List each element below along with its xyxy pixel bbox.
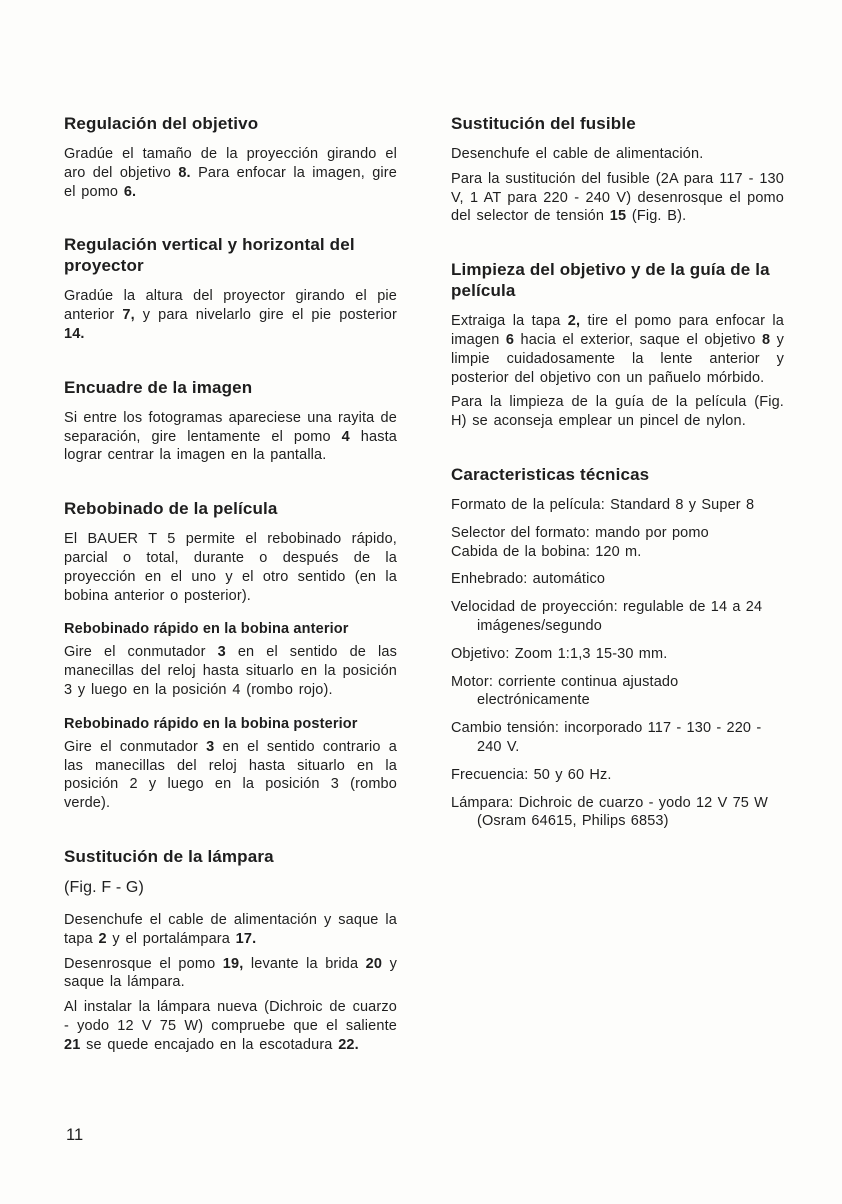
paragraph: Desenchufe el cable de alimentación. (451, 146, 704, 162)
section-heading: Limpieza del objetivo y de la guía de la película (451, 260, 770, 301)
left-column (64, 113, 397, 1055)
paragraph: Para la sustitución del fusible (2A para 117 - 130 V, 1 AT para 220 - 240 V) desenrosque el pomo del selector de tensión 15 (Fig. B). (451, 170, 784, 225)
section-heading: Rebobinado de la película (64, 499, 278, 519)
spec-item: Formato de la película: Standard 8 y Super 8 (451, 496, 755, 513)
section-heading: Regulación vertical y horizontal del proyector (64, 235, 355, 276)
spec-item: Lámpara: Dichroic de cuarzo - yodo 12 V 75 W (Osram 64615, Philips 6853) (451, 794, 769, 830)
paragraph: Gradúe el tamaño de la proyección girando el aro del objetivo 8. Para enfocar la imagen, gire el pomo 6. (64, 146, 397, 200)
paragraph: Si entre los fotogramas apareciese una rayita de separación, gire lentamente el pomo 4 hasta lograr centrar la imagen en la pantalla. (64, 409, 398, 464)
sub-heading: Rebobinado rápido en la bobina anterior (64, 621, 349, 638)
spec-item: Objetivo: Zoom 1:1,3 15-30 mm. (451, 645, 668, 662)
paragraph: Al instalar la lámpara nueva (Dichroic de cuarzo - yodo 12 V 75 W) compruebe que el saliente 21 se quede encajado en la escotadura 22. (64, 999, 397, 1053)
figure-reference: (Fig. F - G) (64, 878, 145, 896)
page-number: 11 (66, 1126, 84, 1144)
spec-item: Motor: corriente continua ajustado electrónicamente (451, 673, 679, 709)
paragraph: El BAUER T 5 permite el rebobinado rápido, parcial o total, durante o después de la proyección en el uno y el otro sentido (en la bobina anterior o posterior). (64, 531, 397, 604)
spec-item: Cambio tensión: incorporado 117 - 130 - 220 - 240 V. (451, 720, 762, 755)
spec-item: Selector del formato: mando por pomo (451, 524, 709, 541)
paragraph: Extraiga la tapa 2, tire el pomo para enfocar la imagen 6 hacia el exterior, saque el objetivo 8 y limpie cuidadosamente la lente anterior y posterior del objetivo con un pañuelo mórbido. (451, 313, 784, 386)
paragraph: Gire el conmutador 3 en el sentido contrario a las manecillas del reloj hasta situarlo en la posición 2 y luego en la posición 3 (rombo verde). (64, 738, 397, 812)
spec-item: Cabida de la bobina: 120 m. (451, 543, 642, 560)
paragraph: Gire el conmutador 3 en el sentido de las manecillas del reloj hasta situarlo en la posición 3 y luego en la posición 4 (rombo rojo). (64, 644, 397, 698)
section-heading: Regulación del objetivo (64, 114, 259, 133)
sub-heading: Rebobinado rápido en la bobina posterior (64, 715, 358, 732)
paragraph: Desenchufe el cable de alimentación y saque la tapa 2 y el portalámpara 17. (64, 911, 397, 947)
paragraph: Gradúe la altura del proyector girando el pie anterior 7, y para nivelarlo gire el pie posterior 14. (64, 288, 397, 342)
section-heading: Sustitución del fusible (451, 114, 636, 133)
section-heading: Sustitución de la lámpara (64, 846, 274, 866)
spec-item: Enhebrado: automático (451, 571, 606, 588)
section-heading: Caracteristicas técnicas (451, 464, 650, 484)
right-column (451, 113, 784, 1055)
section-heading: Encuadre de la imagen (64, 377, 253, 397)
paragraph: Desenrosque el pomo 19, levante la brida 20 y saque la lámpara. (64, 955, 397, 991)
paragraph: Para la limpieza de la guía de la película (Fig. H) se aconseja emplear un pincel de nylon. (451, 394, 784, 430)
spec-item: Velocidad de proyección: regulable de 14 a 24 imágenes/segundo (451, 599, 763, 634)
spec-item: Frecuencia: 50 y 60 Hz. (451, 766, 612, 783)
page-content (64, 113, 784, 1055)
